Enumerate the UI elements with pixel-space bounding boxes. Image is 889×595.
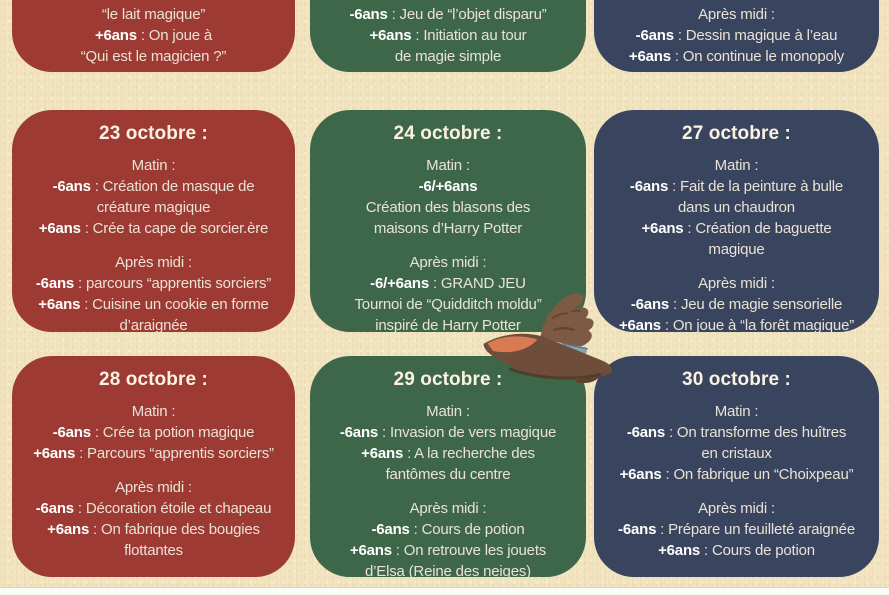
activity-line [629, 25, 844, 46]
activity-line [620, 422, 854, 443]
age-group-label: -6/+6ans [418, 178, 478, 195]
activity-card-partial-top-right [594, 0, 879, 72]
page-bottom-edge [0, 587, 889, 595]
activity-text: : Prépare un feuilleté araignée [656, 521, 855, 538]
card-section [33, 401, 274, 464]
card-section [39, 155, 268, 239]
activity-text: : Création de baguette [683, 220, 832, 237]
age-group-label: -6ans [635, 27, 674, 44]
card-date-title: 30 octobre : [682, 369, 791, 390]
activity-text: : Décoration étoile et chapeau [73, 500, 272, 517]
card-date-title: 23 octobre : [99, 123, 208, 144]
activity-text: : A la recherche des [403, 445, 535, 462]
activity-line [81, 25, 226, 46]
age-group-label: +6ans [658, 542, 701, 559]
section-header: Après midi : [115, 479, 192, 496]
age-group-label: -6ans [35, 500, 74, 517]
activity-line [619, 315, 854, 336]
age-group-label: +6ans [369, 27, 412, 44]
activity-text: de magie simple [394, 48, 502, 65]
activity-line [350, 540, 546, 561]
activity-text: : On continue le monopoly [670, 48, 845, 65]
age-group-label: +6ans [33, 445, 76, 462]
activity-text: Tournoi de “Quidditch moldu” [354, 296, 542, 313]
activity-text: : On transforme des huîtres [665, 424, 847, 441]
activity-line [620, 443, 854, 464]
activity-text: : On fabrique des bougies [89, 521, 260, 538]
activity-text: en cristaux [701, 445, 772, 462]
activity-text: dans un chaudron [678, 199, 795, 216]
activity-card-partial-top-center [310, 0, 586, 72]
age-group-label: -6ans [630, 296, 670, 313]
activity-line [630, 218, 843, 239]
activity-line [349, 4, 546, 25]
card-date-title: 24 octobre : [393, 123, 503, 144]
activity-text: : Crée ta cape de sorcier.ère [80, 220, 269, 237]
activity-line [81, 46, 226, 67]
activity-card-23-octobre [12, 110, 295, 332]
activity-text: maisons d’Harry Potter [373, 220, 523, 237]
card-section [630, 155, 843, 260]
age-group-label: +6ans [38, 296, 81, 313]
card-section [620, 401, 854, 485]
card-section [629, 4, 844, 67]
activity-line [366, 218, 530, 239]
activity-text: inspiré de Harry Potter [375, 317, 521, 334]
activity-line [340, 422, 556, 443]
activity-line [620, 464, 854, 485]
card-section [36, 252, 271, 336]
activity-line [36, 294, 271, 315]
section-header: Matin : [426, 403, 470, 420]
activity-line [629, 46, 844, 67]
activity-text: : Crée ta potion magique [90, 424, 255, 441]
age-group-label: +6ans [38, 220, 81, 237]
age-group-label: +6ans [47, 521, 90, 538]
activity-text: : GRAND JEU [429, 275, 526, 292]
section-header: Après midi : [409, 254, 487, 271]
card-section [340, 401, 556, 485]
age-group-label: -6ans [35, 275, 75, 292]
age-group-label: -6ans [339, 424, 379, 441]
age-group-label: -6/+6ans [370, 275, 430, 292]
activity-line [630, 197, 843, 218]
card-section [349, 4, 546, 67]
section-header: Après midi : [698, 500, 775, 517]
activity-line [39, 176, 268, 197]
activity-line [618, 519, 855, 540]
activity-line [36, 540, 271, 561]
activity-line [366, 197, 530, 218]
activity-text: : parcours “apprentis sorciers” [74, 275, 272, 292]
age-group-label: -6ans [618, 521, 657, 538]
activity-line [366, 176, 530, 197]
activity-text: d’Elsa (Reine des neiges) [365, 563, 531, 580]
card-date-title: 29 octobre : [393, 369, 503, 390]
card-section [36, 477, 271, 561]
activity-line [36, 519, 271, 540]
activity-text: : Cours de potion [700, 542, 815, 559]
activity-text: : Cours de potion [409, 521, 525, 538]
activity-text: : Jeu de “l’objet disparu” [387, 6, 547, 23]
section-header: Matin : [426, 157, 470, 174]
age-group-label: -6ans [52, 178, 91, 195]
activity-line [349, 46, 546, 67]
activity-text: : Fait de la peinture à bulle [668, 178, 844, 195]
activity-line [33, 443, 274, 464]
activity-text: : On joue à [136, 27, 213, 44]
section-header: Matin : [131, 157, 176, 174]
age-group-label: -6ans [626, 424, 666, 441]
age-group-label: +6ans [619, 466, 662, 483]
activity-line [36, 498, 271, 519]
card-date-title: 28 octobre : [99, 369, 208, 390]
activity-text: magique [708, 241, 765, 258]
activity-text: créature magique [96, 199, 211, 216]
activity-line [349, 25, 546, 46]
age-group-label: +6ans [618, 317, 661, 334]
age-group-label: +6ans [349, 542, 392, 559]
activity-text: : On fabrique un “Choixpeau” [661, 466, 854, 483]
activity-card-partial-top-left [12, 0, 295, 72]
activity-text: : Initiation au tour [411, 27, 527, 44]
activity-text: d’araignée [119, 317, 188, 334]
activity-text: flottantes [124, 542, 183, 559]
card-section [81, 4, 226, 67]
activity-line [340, 443, 556, 464]
age-group-label: -6ans [349, 6, 388, 23]
age-group-label: +6ans [94, 27, 137, 44]
activity-line [618, 540, 855, 561]
activity-line [81, 4, 226, 25]
activity-text: : Jeu de magie sensorielle [669, 296, 843, 313]
activity-line [39, 218, 268, 239]
activity-text: : Création de masque de [90, 178, 255, 195]
card-date-title: 27 octobre : [682, 123, 791, 144]
activity-line [619, 294, 854, 315]
activity-text: : Cuisine un cookie en forme [80, 296, 269, 313]
card-section [350, 498, 546, 582]
section-header: Matin : [714, 157, 759, 174]
activity-text: : Dessin magique à l’eau [673, 27, 838, 44]
age-group-label: +6ans [628, 48, 671, 65]
activity-card-30-octobre [594, 356, 879, 577]
activity-line [33, 422, 274, 443]
card-section [619, 273, 854, 336]
age-group-label: +6ans [641, 220, 684, 237]
activity-text: fantômes du centre [385, 466, 511, 483]
activity-line [630, 239, 843, 260]
activity-line [39, 197, 268, 218]
activity-card-27-octobre [594, 110, 879, 332]
section-header: Après midi : [409, 500, 487, 517]
activity-line [350, 561, 546, 582]
card-section [366, 155, 530, 239]
section-header: Matin : [131, 403, 176, 420]
age-group-label: +6ans [361, 445, 404, 462]
activity-text: “le lait magique” [101, 6, 206, 23]
section-header: Après midi : [698, 275, 775, 292]
section-header: Après midi : [698, 6, 775, 23]
activity-text: “Qui est le magicien ?” [80, 48, 227, 65]
activity-text: Création des blasons des [365, 199, 531, 216]
activity-text: : On joue à “la forêt magique” [660, 317, 855, 334]
activity-line [630, 176, 843, 197]
sorting-hat-icon [482, 288, 622, 398]
card-section [618, 498, 855, 561]
activity-line [340, 464, 556, 485]
activity-card-28-octobre [12, 356, 295, 577]
activity-line [36, 273, 271, 294]
age-group-label: -6ans [371, 521, 410, 538]
activity-text: : Invasion de vers magique [378, 424, 557, 441]
section-header: Après midi : [115, 254, 192, 271]
age-group-label: -6ans [52, 424, 91, 441]
activity-text: : On retrouve les jouets [391, 542, 547, 559]
activity-text: : Parcours “apprentis sorciers” [75, 445, 274, 462]
activity-line [36, 315, 271, 336]
activity-line [350, 519, 546, 540]
age-group-label: -6ans [629, 178, 669, 195]
section-header: Matin : [714, 403, 759, 420]
